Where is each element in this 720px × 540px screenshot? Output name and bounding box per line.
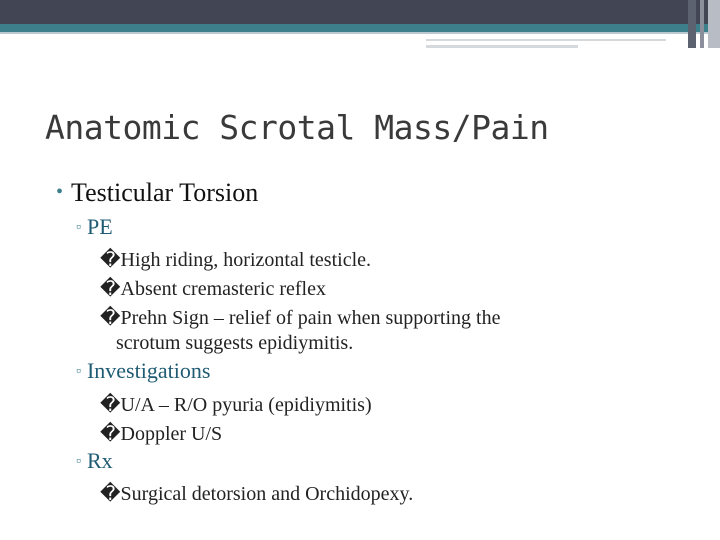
list-item	[100, 421, 222, 446]
list-item-text: Surgical detorsion and Orchidopexy.	[120, 483, 414, 505]
missing-glyph-icon: �	[100, 249, 121, 271]
square-bullet-icon: ▫	[76, 220, 81, 235]
slide-title: Anatomic Scrotal Mass/Pain	[45, 108, 549, 147]
bullet-level1	[56, 178, 258, 208]
list-item	[100, 392, 372, 417]
section-heading-text: PE	[86, 214, 113, 239]
header-stripe-2	[700, 0, 704, 48]
section-heading-pe	[76, 214, 113, 240]
square-bullet-icon: ▫	[76, 364, 81, 379]
missing-glyph-icon: �	[100, 278, 121, 300]
list-item-text: Absent cremasteric reflex	[120, 278, 326, 300]
section-heading-text: Investigations	[86, 358, 211, 383]
header-stripe-1	[688, 0, 696, 48]
list-item	[100, 276, 326, 301]
missing-glyph-icon: �	[100, 394, 121, 416]
bullet-level1-text: Testicular Torsion	[71, 178, 259, 207]
header-stripe-3	[708, 0, 720, 48]
header-bar-dark	[0, 0, 720, 24]
bullet-dot-icon: •	[56, 181, 64, 203]
square-bullet-icon: ▫	[76, 454, 81, 469]
section-heading-rx	[76, 448, 113, 474]
header-rule-2	[426, 45, 578, 48]
list-item-text: High riding, horizontal testicle.	[120, 249, 372, 271]
missing-glyph-icon: �	[100, 307, 121, 329]
list-item-continuation	[116, 332, 353, 355]
header-bar-teal	[0, 24, 720, 32]
list-item-text: Doppler U/S	[120, 423, 223, 445]
list-item-text: scrotum suggests epidiymitis.	[116, 332, 354, 354]
section-heading-text: Rx	[86, 448, 113, 473]
header-rule-1	[426, 39, 666, 41]
list-item-text: U/A – R/O pyuria (epidiymitis)	[120, 394, 372, 416]
list-item	[100, 305, 500, 330]
header-bar-light	[0, 32, 720, 34]
section-heading-investigations	[76, 358, 210, 384]
list-item	[100, 247, 371, 272]
missing-glyph-icon: �	[100, 483, 121, 505]
list-item	[100, 481, 413, 506]
list-item-text: Prehn Sign – relief of pain when supporting the	[120, 307, 501, 329]
missing-glyph-icon: �	[100, 423, 121, 445]
